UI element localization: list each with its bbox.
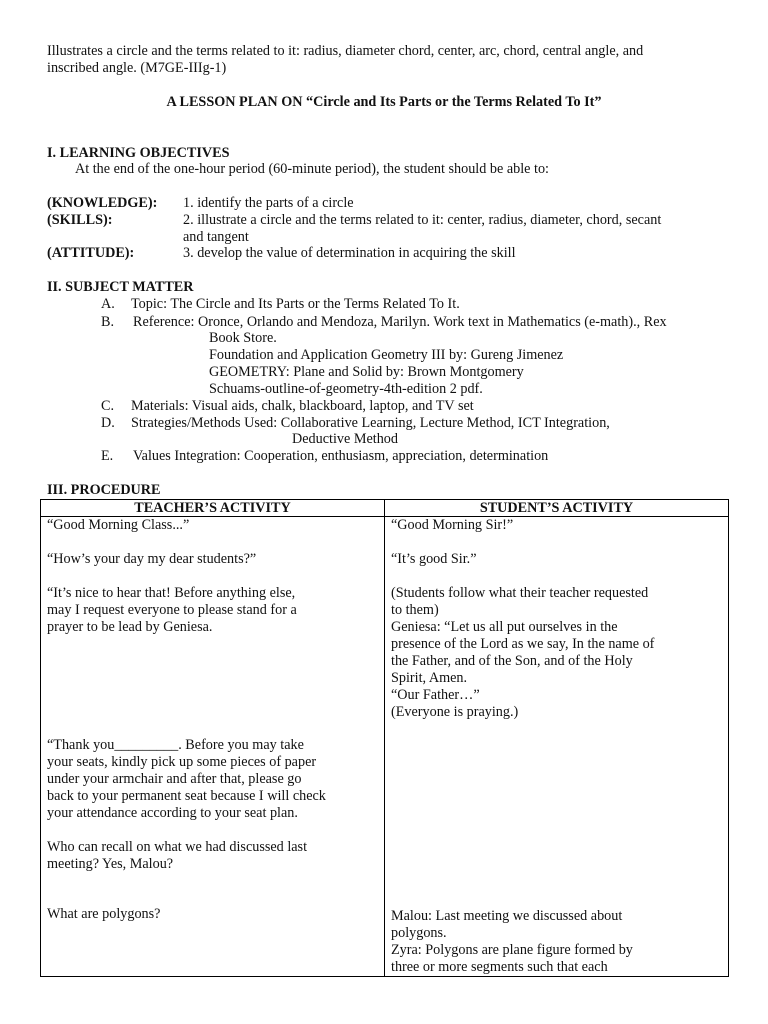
- subject-b-marker: B.: [101, 314, 115, 330]
- teacher-line: may I request everyone to please stand for a: [47, 602, 297, 618]
- teacher-line: your attendance according to your seat plan.: [47, 805, 298, 821]
- student-line: Zyra: Polygons are plane figure formed by: [391, 942, 633, 958]
- procedure-table: [40, 499, 729, 977]
- objective-label-attitude: (ATTITUDE):: [47, 245, 135, 261]
- intro-line-2: inscribed angle. (M7GE-IIIg-1): [47, 60, 227, 76]
- student-line: (Students follow what their teacher requested: [391, 585, 649, 601]
- student-line: to them): [391, 602, 439, 618]
- objective-label-knowledge: (KNOWLEDGE):: [47, 195, 158, 211]
- teacher-line: “How’s your day my dear students?”: [47, 551, 257, 567]
- student-line: “Our Father…”: [391, 687, 480, 703]
- table-row: [41, 517, 729, 977]
- teacher-line: “It’s nice to hear that! Before anything else,: [47, 585, 296, 601]
- student-line: “Good Morning Sir!”: [391, 517, 514, 533]
- teacher-activity-cell: [41, 517, 385, 977]
- reference-line: GEOMETRY: Plane and Solid by: Brown Montgomery: [209, 364, 524, 380]
- teacher-line: under your armchair and after that, please go: [47, 771, 302, 787]
- teacher-line: prayer to be lead by Geniesa.: [47, 619, 213, 635]
- subject-reference: Reference: Oronce, Orlando and Mendoza, Marilyn. Work text in Mathematics (e-math)., Rex: [133, 314, 667, 330]
- reference-line: Foundation and Application Geometry III by: Gureng Jimenez: [209, 347, 564, 363]
- objectives-heading: I. LEARNING OBJECTIVES: [47, 145, 230, 161]
- teacher-line: “Thank you_________. Before you may take: [47, 737, 304, 753]
- document-title: A LESSON PLAN ON “Circle and Its Parts or the Terms Related To It”: [166, 94, 602, 110]
- student-line: polygons.: [391, 925, 447, 941]
- objective-text-skills-cont: and tangent: [183, 229, 249, 245]
- intro-line-1: Illustrates a circle and the terms related to it: radius, diameter chord, center, arc, chord, central angle, and: [47, 43, 644, 59]
- subject-topic: Topic: The Circle and Its Parts or the Terms Related To It.: [131, 296, 460, 312]
- teacher-line: Who can recall on what we had discussed last: [47, 839, 308, 855]
- student-line: Spirit, Amen.: [391, 670, 468, 686]
- student-line: Malou: Last meeting we discussed about: [391, 908, 623, 924]
- subject-e-marker: E.: [101, 448, 114, 464]
- subject-strategies-cont: Deductive Method: [292, 431, 398, 447]
- subject-a-marker: A.: [101, 296, 115, 312]
- subject-strategies: Strategies/Methods Used: Collaborative Learning, Lecture Method, ICT Integration,: [131, 415, 610, 431]
- objective-text-attitude: 3. develop the value of determination in acquiring the skill: [183, 245, 516, 261]
- subject-d-marker: D.: [101, 415, 115, 431]
- teacher-line: “Good Morning Class...”: [47, 517, 190, 533]
- reference-line: Schuams-outline-of-geometry-4th-edition 2 pdf.: [209, 381, 483, 397]
- table-header-row: [41, 500, 729, 517]
- subject-c-marker: C.: [101, 398, 115, 414]
- teacher-line: meeting? Yes, Malou?: [47, 856, 174, 872]
- student-activity-header: STUDENT’S ACTIVITY: [385, 500, 729, 517]
- student-line: Geniesa: “Let us all put ourselves in the: [391, 619, 618, 635]
- student-activity-cell: [385, 517, 729, 977]
- student-line: presence of the Lord as we say, In the name of: [391, 636, 655, 652]
- student-line: the Father, and of the Son, and of the Holy: [391, 653, 633, 669]
- teacher-line: your seats, kindly pick up some pieces of paper: [47, 754, 317, 770]
- objective-label-skills: (SKILLS):: [47, 212, 113, 228]
- student-line: “It’s good Sir.”: [391, 551, 477, 567]
- student-line: (Everyone is praying.): [391, 704, 519, 720]
- objective-text-skills: 2. illustrate a circle and the terms related to it: center, radius, diameter, chord, secant: [183, 212, 662, 228]
- teacher-line: What are polygons?: [47, 906, 161, 922]
- objective-text-knowledge: 1. identify the parts of a circle: [183, 195, 354, 211]
- objectives-intro: At the end of the one-hour period (60-minute period), the student should be able to:: [75, 161, 549, 177]
- subject-materials: Materials: Visual aids, chalk, blackboard, laptop, and TV set: [131, 398, 474, 414]
- subject-values: Values Integration: Cooperation, enthusiasm, appreciation, determination: [133, 448, 549, 464]
- student-line: three or more segments such that each: [391, 959, 608, 975]
- reference-line: Book Store.: [209, 330, 277, 346]
- procedure-heading: III. PROCEDURE: [47, 482, 161, 498]
- teacher-line: back to your permanent seat because I will check: [47, 788, 326, 804]
- subject-heading: II. SUBJECT MATTER: [47, 279, 194, 295]
- teacher-activity-header: TEACHER’S ACTIVITY: [41, 500, 385, 517]
